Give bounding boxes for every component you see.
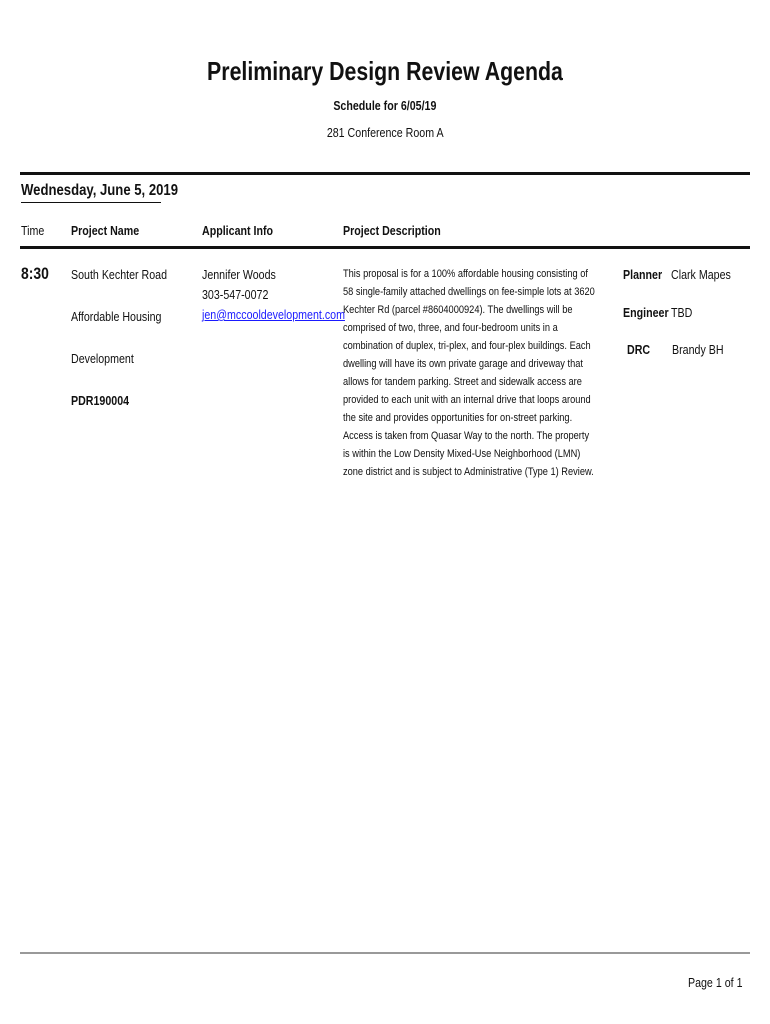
role-label-engineer: Engineer <box>623 305 669 320</box>
schedule-date: Schedule for 6/05/19 <box>333 98 437 113</box>
project-id: PDR190004 <box>71 393 130 408</box>
item-time: 8:30 <box>21 264 49 283</box>
column-header-applicant-info: Applicant Info <box>202 223 274 238</box>
project-name-line: Development <box>71 351 134 366</box>
column-header-time: Time <box>21 223 45 238</box>
meeting-room: 281 Conference Room A <box>326 125 444 140</box>
applicant-email[interactable]: jen@mccooldevelopment.com <box>202 307 345 322</box>
role-value-engineer: TBD <box>671 305 693 320</box>
role-value-planner: Clark Mapes <box>671 267 731 282</box>
page-title: Preliminary Design Review Agenda <box>207 56 563 86</box>
applicant-phone: 303-547-0072 <box>202 287 269 302</box>
column-header-project-description: Project Description <box>343 223 441 238</box>
column-header-project-name: Project Name <box>71 223 140 238</box>
footer-divider <box>20 952 750 954</box>
header-divider <box>20 246 750 249</box>
role-label-drc: DRC <box>627 342 651 357</box>
day-underline <box>21 202 161 203</box>
applicant-name: Jennifer Woods <box>202 267 276 282</box>
project-description: This proposal is for a 100% affordable housing consisting of 58 single-family attached dwellings on fee-simple lots at 3620 Kechter Rd (parcel #8604000924). The dwellings will be comprised of two, three, and four-bedroom units in a combination of duplex, tri-plex, and four-plex buildings. Each dwelling will have its own private garage and driveway that allows for tandem parking. Street and sidewalk access are provided to each unit with an internal drive that loops around the site and provides opportunities for on-street parking. Access is taken from Quasar Way to the north. The property is within the Low Density Mixed-Use Neighborhood (LMN) zone district and is subject to Administrative (Type 1) Review. <box>343 268 595 478</box>
project-name-line: South Kechter Road <box>71 267 168 282</box>
top-divider <box>20 172 750 175</box>
day-heading: Wednesday, June 5, 2019 <box>21 182 179 199</box>
role-value-drc: Brandy BH <box>672 342 724 357</box>
role-label-planner: Planner <box>623 267 663 282</box>
page-number: Page 1 of 1 <box>687 975 742 990</box>
project-name-line: Affordable Housing <box>71 309 162 324</box>
